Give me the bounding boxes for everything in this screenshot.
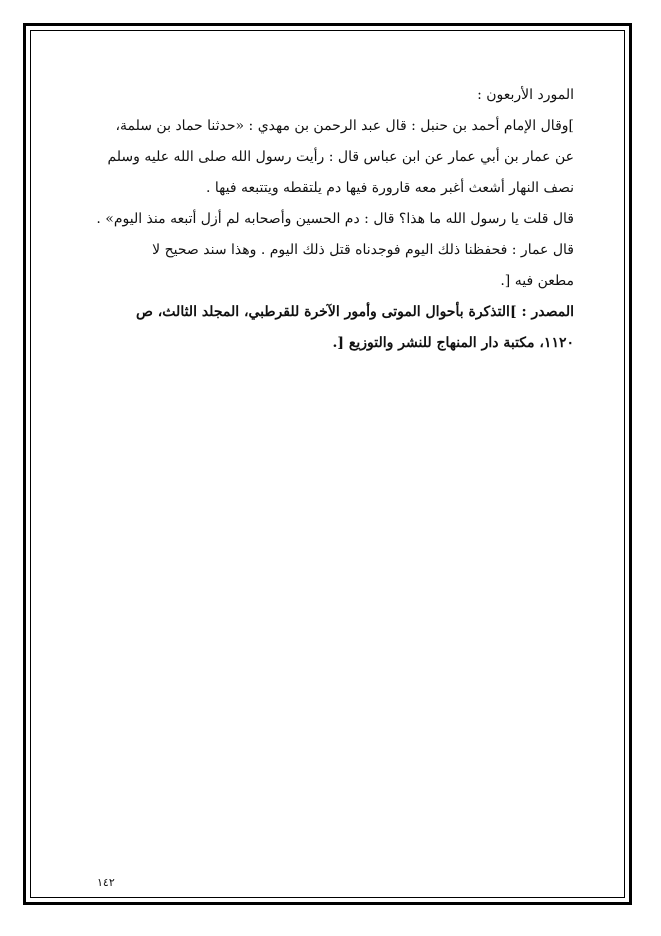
text-line: قال قلت يا رسول الله ما هذا؟ قال : دم الحسين وأصحابه لم أزل أتبعه منذ اليوم» . bbox=[96, 211, 574, 227]
text-line: قال عمار : فحفظنا ذلك اليوم فوجدناه قتل ذلك اليوم . وهذا سند صحيح لا bbox=[152, 242, 574, 258]
text-line: نصف النهار أشعث أغبر معه قارورة فيها دم يلتقطه ويتتبعه فيها . bbox=[206, 180, 574, 196]
page-number: ١٤٢ bbox=[97, 876, 115, 889]
source-line: المصدر : ]التذكرة بأحوال الموتى وأمور الآخرة للقرطبي، المجلد الثالث، ص bbox=[135, 304, 574, 320]
document-body bbox=[96, 80, 574, 359]
text-line: عن عمار بن أبي عمار عن ابن عباس قال : رأيت رسول الله صلى الله عليه وسلم bbox=[107, 149, 574, 165]
section-heading: المورد الأربعون : bbox=[477, 87, 574, 103]
text-line: ]وقال الإمام أحمد بن حنبل : قال عبد الرحمن بن مهدي : «حدثنا حماد بن سلمة، bbox=[115, 118, 574, 134]
source-line: ١١٢٠، مكتبة دار المنهاج للنشر والتوزيع [. bbox=[332, 335, 574, 351]
text-line: مطعن فيه [. bbox=[500, 273, 574, 289]
